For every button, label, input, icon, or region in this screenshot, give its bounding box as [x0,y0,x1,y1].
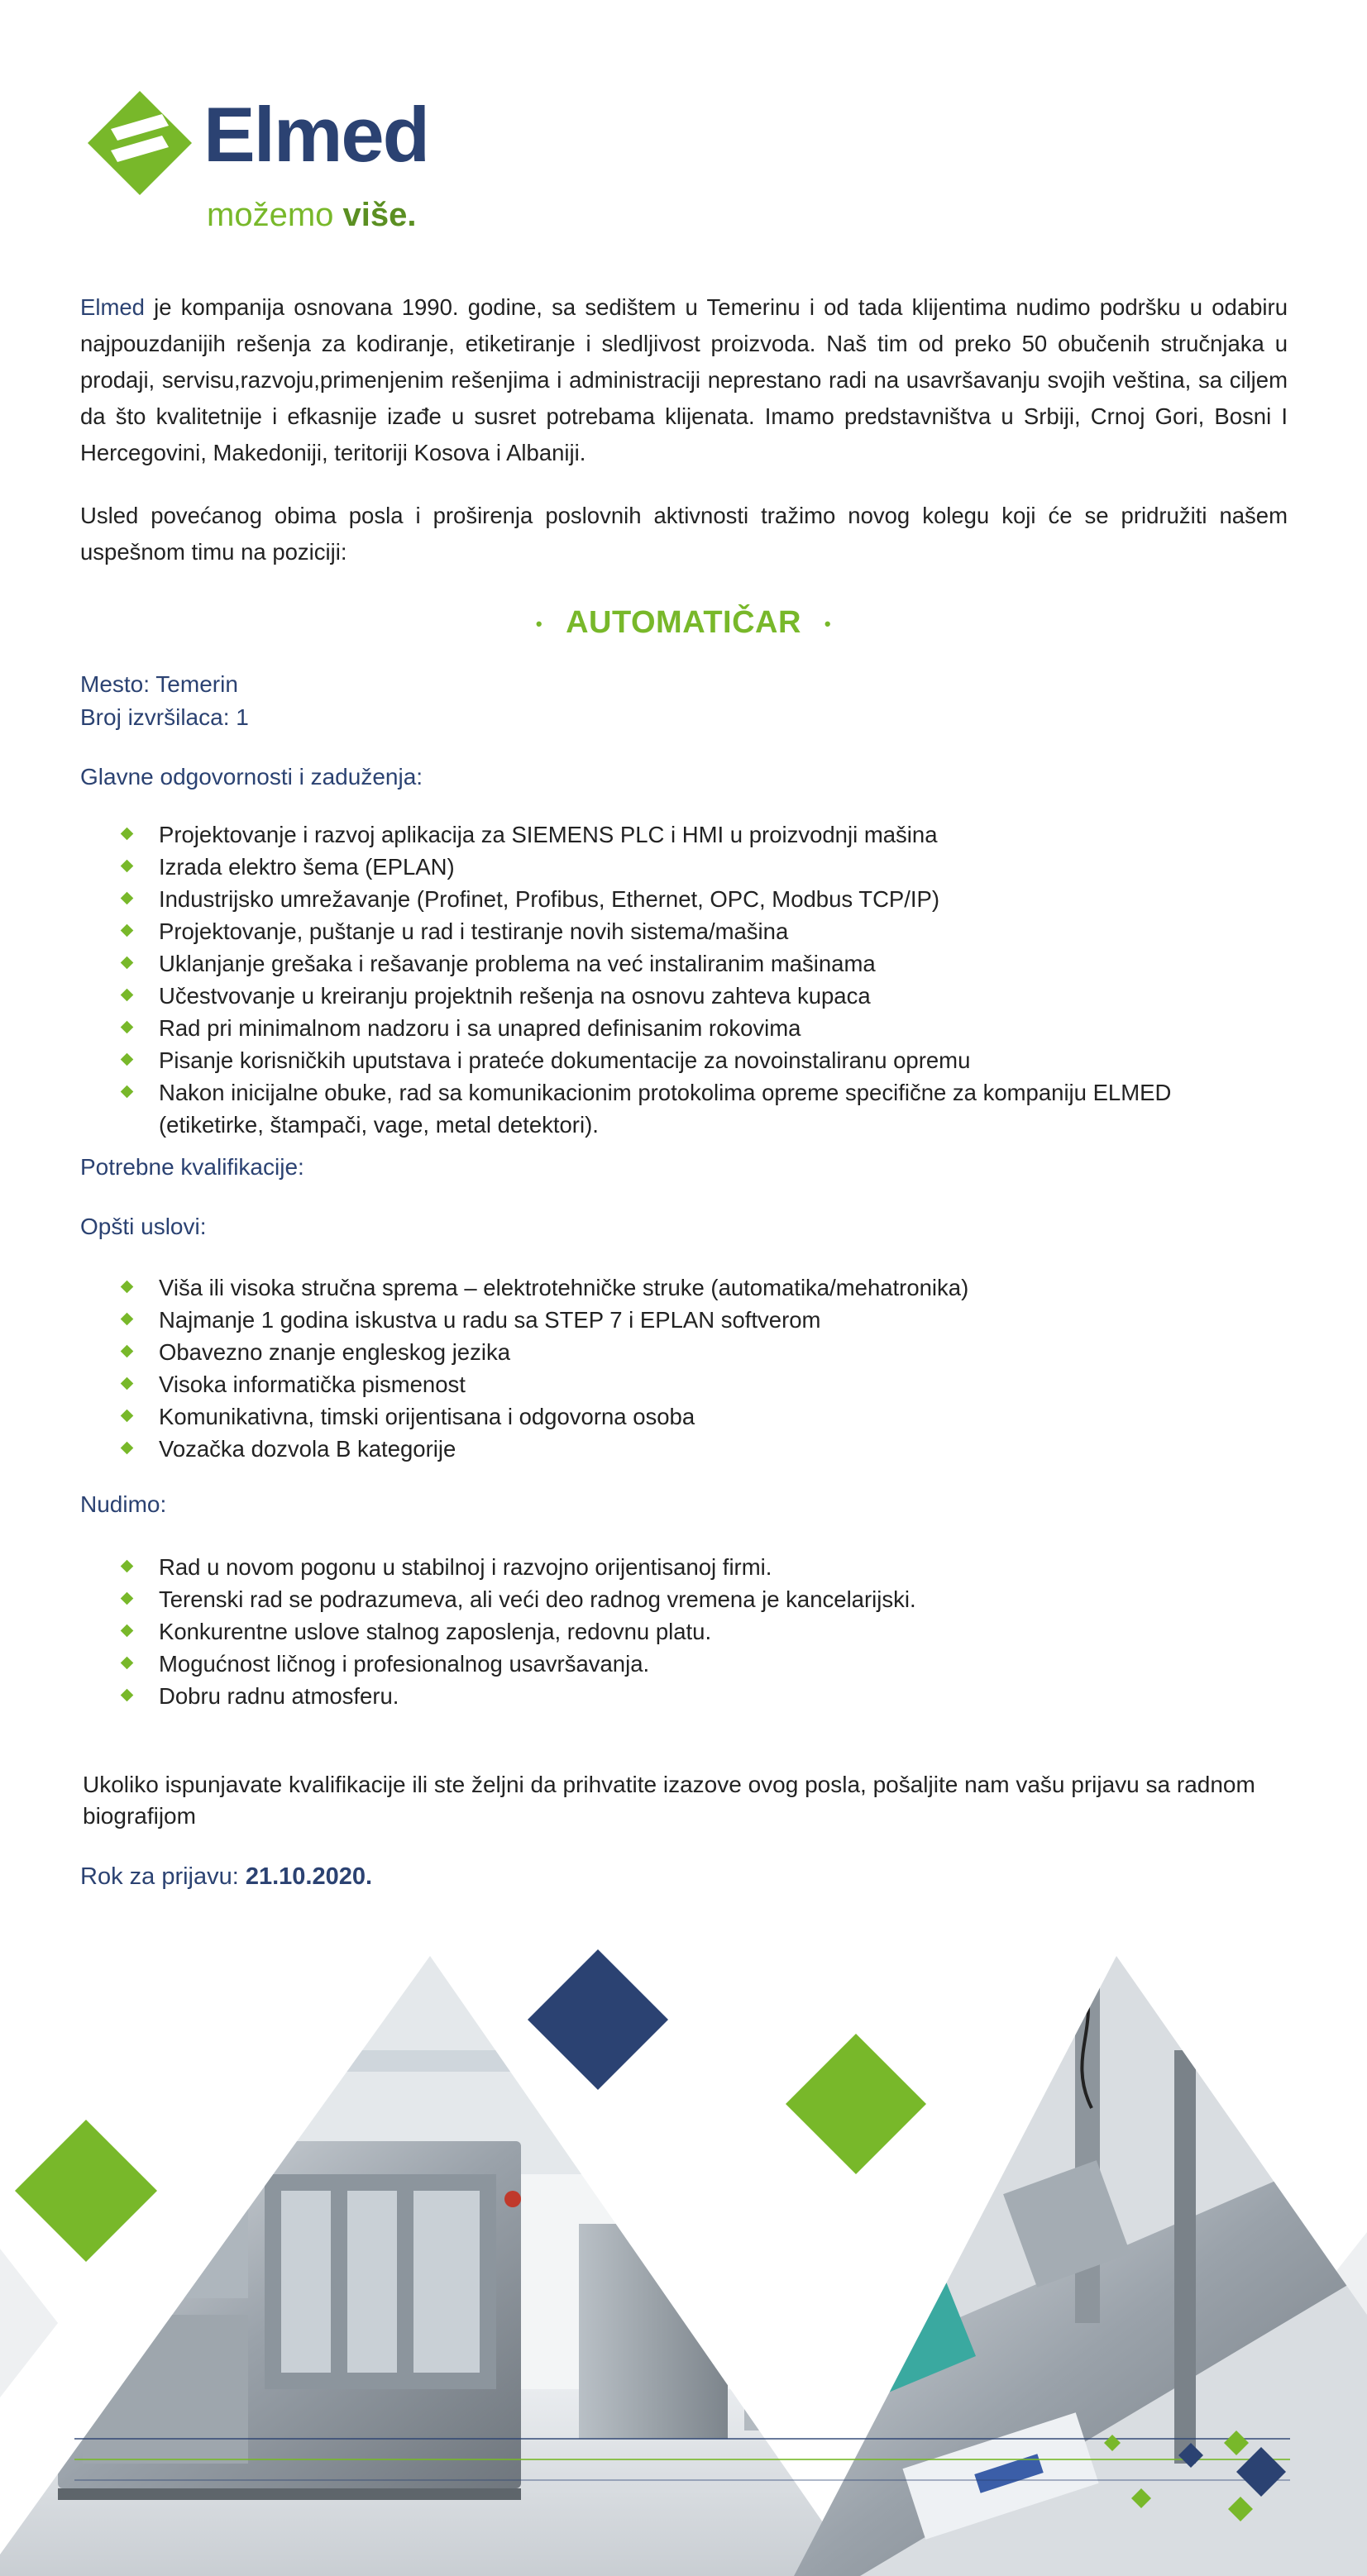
green-diamond-right [786,2034,926,2174]
elmed-diamond-logo-icon [86,89,194,197]
list-item: Vozačka dozvola B kategorije [122,1433,1297,1465]
list-item: Učestvovanje u kreiranju projektnih rešenja na osnovu zahteva kupaca [122,980,1297,1012]
offer-heading: Nudimo: [80,1491,167,1517]
position-title [0,605,1367,641]
responsibilities-list [122,818,1297,1141]
intro-text: je kompanija osnovana 1990. godine, sa sedištem u Temerinu i od tada klijentima nudimo podršku u odabiru najpouzdanijih rešenja za kodiranje, etiketiranje i sledljivost proizvoda. Naš tim od preko 50 obučenih stručnjaka u prodaji, servisu,razvoju,primenjenim rešenjima i administraciji neprestano radi na usavršavanju svojih veština, sa ciljem da što kvalitetnije i efkasnije izađe u susret potrebama klijenata. Imamo predstavništva u Srbiji, Crnoj Gori, Bosni I Hercegovini, Makedoniji, teritoriji Kosova i Albaniji. [80,294,1288,465]
headcount: Broj izvršilaca: 1 [80,704,249,730]
list-item: Visoka informatička pismenost [122,1368,1297,1400]
bullet-diamond-icon [121,1442,134,1455]
title-dot-left: • [535,613,543,634]
list-item: Pisanje korisničkih uputstava i prateće dokumentacije za novoinstaliranu opremu [122,1044,1297,1076]
company-intro [80,289,1288,471]
tagline-light: možemo [207,197,334,233]
title-dot-right: • [824,613,832,634]
qualifications-heading: Potrebne kvalifikacije: [80,1154,304,1180]
intro-brand: Elmed [80,294,145,320]
bullet-diamond-icon [121,989,134,1002]
list-item: Rad u novom pogonu u stabilnoj i razvojno orijentisanoj firmi. [122,1551,1297,1583]
list-item: Rad pri minimalnom nadzoru i sa unapred definisanim rokovima [122,1012,1297,1044]
offer-list [122,1551,1297,1712]
responsibilities-heading: Glavne odgovornosti i zaduženja: [80,764,423,789]
bullet-diamond-icon [121,1689,134,1702]
bullet-diamond-icon [121,1313,134,1326]
logo-wordmark: Elmed [203,91,429,178]
list-item: Industrijsko umrežavanje (Profinet, Profibus, Ethernet, OPC, Modbus TCP/IP) [122,883,1297,915]
list-item: Dobru radnu atmosferu. [122,1680,1297,1712]
deadline-date: 21.10.2020. [245,1863,373,1890]
list-item: Viša ili visoka stručna sprema – elektrotehničke struke (automatika/mehatronika) [122,1271,1297,1304]
bullet-diamond-icon [121,1624,134,1638]
bullet-diamond-icon [121,1021,134,1034]
list-item: Izrada elektro šema (EPLAN) [122,851,1297,883]
bullet-diamond-icon [121,1560,134,1573]
green-diamond-left [15,2120,157,2262]
general-conditions-list [122,1271,1297,1465]
machinery-artwork [0,1926,1367,2576]
bullet-diamond-icon [121,924,134,937]
bullet-diamond-icon [121,1281,134,1294]
list-item: Obavezno znanje engleskog jezika [122,1336,1297,1368]
deadline-label: Rok za prijavu: [80,1863,246,1890]
intro-position-text: Usled povećanog obima posla i proširenja poslovnih aktivnosti tražimo novog kolegu koji će se pridružiti našem uspešnom timu na poziciji: [80,503,1288,565]
bullet-diamond-icon [121,860,134,873]
bullet-diamond-icon [121,1085,134,1099]
list-item: Najmanje 1 godina iskustva u radu sa STEP 7 i EPLAN softverom [122,1304,1297,1336]
bullet-diamond-icon [121,956,134,970]
list-item: Mogućnost ličnog i profesionalnog usavršavanja. [122,1648,1297,1680]
list-item: Terenski rad se podrazumeva, ali veći deo radnog vremena je kancelarijski. [122,1583,1297,1615]
location: Mesto: Temerin [80,671,238,697]
bullet-diamond-icon [121,892,134,905]
application-deadline [80,1863,372,1891]
list-item: Komunikativna, timski orijentisana i odgovorna osoba [122,1400,1297,1433]
position-name: AUTOMATIČAR [566,605,801,640]
bullet-diamond-icon [121,1053,134,1066]
bullet-diamond-icon [121,1592,134,1605]
bullet-diamond-icon [121,1410,134,1423]
list-item: Projektovanje i razvoj aplikacija za SIEMENS PLC i HMI u proizvodnji mašina [122,818,1297,851]
list-item: Konkurentne uslove stalnog zaposlenja, redovnu platu. [122,1615,1297,1648]
bullet-diamond-icon [121,1657,134,1670]
closing-text: Ukoliko ispunjavate kvalifikacije ili ste željni da prihvatite izazove ovog posla, pošaljite nam vašu prijavu sa radnom biografijom [83,1772,1255,1829]
bullet-diamond-icon [121,1345,134,1358]
list-item: Uklanjanje grešaka i rešavanje problema na već instaliranim mašinama [122,947,1297,980]
logo-tagline [207,198,416,231]
tagline-bold: više. [342,197,417,233]
bullet-diamond-icon [121,828,134,841]
navy-diamond [528,1949,668,2090]
general-conditions-heading: Opšti uslovi: [80,1214,207,1239]
list-item: Nakon inicijalne obuke, rad sa komunikacionim protokolima opreme specifične za kompaniju ELMED (etiketirke, štampači, vage, metal detektori). [122,1076,1297,1141]
list-item: Projektovanje, puštanje u rad i testiranje novih sistema/mašina [122,915,1297,947]
elmed-logo [86,89,450,246]
bullet-diamond-icon [121,1377,134,1391]
